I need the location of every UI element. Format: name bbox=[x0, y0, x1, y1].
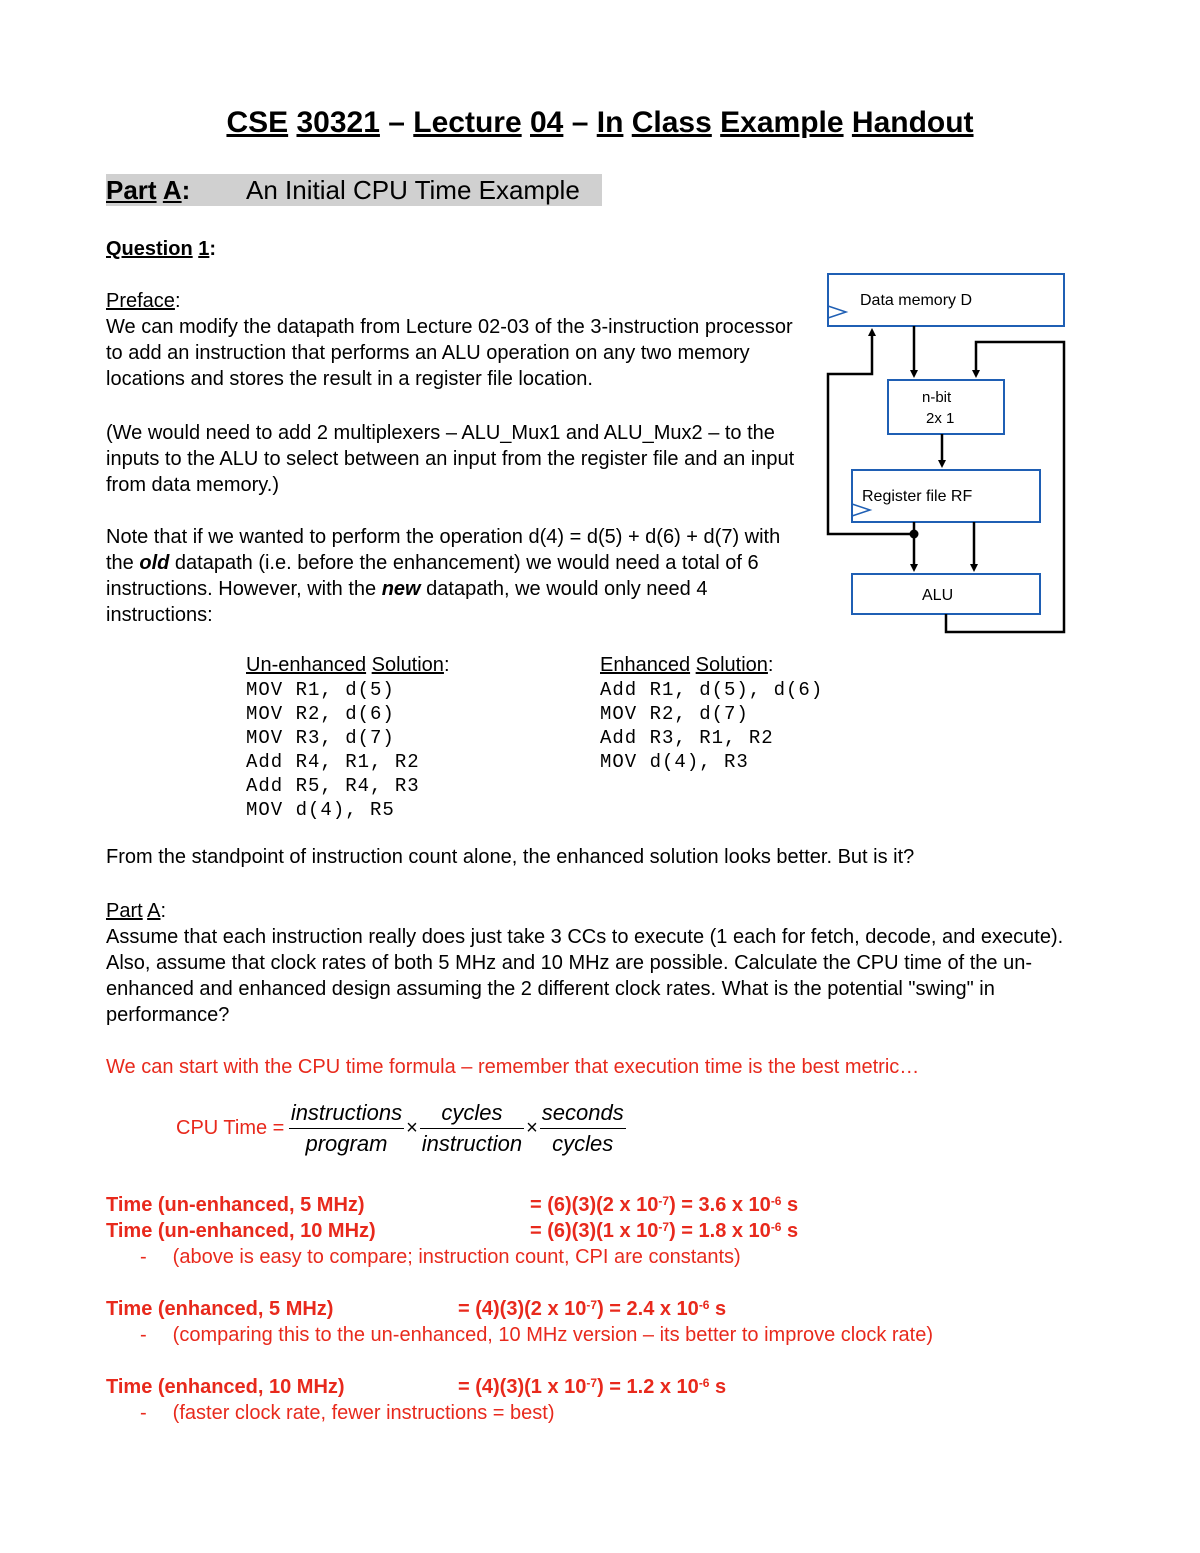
code-line: MOV R1, d(5) bbox=[246, 679, 395, 701]
page-title: CSE 30321 – Lecture 04 – In Class Example Handout bbox=[226, 106, 974, 139]
code-line: Add R3, R1, R2 bbox=[600, 727, 774, 749]
part-a-question-text: Assume that each instruction really does just take 3 CCs to execute (1 each for fetch, decode, and execute). Also, assume that clock rates of both 5 MHz and 10 MHz are possible. Calculate the CPU time of the un-enhanced and enhanced design assuming the 2 different clock rates. What is the potential "swing" in performance? bbox=[106, 926, 1064, 1026]
code-line: Add R4, R1, R2 bbox=[246, 751, 420, 773]
unenhanced-code bbox=[246, 678, 420, 822]
code-line: MOV d(4), R3 bbox=[600, 751, 749, 773]
fraction-seconds-per-cycle: $\frac{\text{seconds}}{\text{cycles}}$ bbox=[541, 1100, 624, 1156]
enhanced-code bbox=[600, 678, 823, 774]
result-label: Time (un-enhanced, 10 MHz) bbox=[106, 1220, 376, 1242]
code-line: MOV d(4), R5 bbox=[246, 799, 395, 821]
fraction-instructions-per-program: $\frac{\text{instructions}}{\text{program}}$ bbox=[290, 1100, 403, 1156]
enhanced-heading: Enhanced Solution: bbox=[600, 654, 774, 676]
result-label: Time (enhanced, 5 MHz) bbox=[106, 1298, 334, 1320]
preface-paragraph-3: Note that if we wanted to perform the operation d(4) = d(5) + d(6) + d(7) with the old datapath (i.e. before the enhancement) we would need a total of 6 instructions. However, with the new datapath, we would only need 4 instructions: bbox=[106, 526, 781, 626]
alu-label: ALU bbox=[922, 587, 954, 604]
result-label: Time (un-enhanced, 5 MHz) bbox=[106, 1194, 365, 1216]
note-bullet: - (comparing this to the un-enhanced, 10 MHz version – its better to improve clock rate) bbox=[140, 1324, 934, 1346]
code-line: Add R1, d(5), d(6) bbox=[600, 679, 824, 701]
code-line: MOV R2, d(6) bbox=[246, 703, 395, 725]
result-equation: = (4)(3)(1 x $10^{-7}) = 1.2$ x $10^{-6}$ s bbox=[458, 1376, 727, 1398]
section-header-title: An Initial CPU Time Example bbox=[246, 175, 580, 205]
preface-label: Preface: bbox=[106, 290, 181, 312]
data-memory-label: Data memory D bbox=[860, 292, 973, 309]
result-equation: = (4)(3)(2 x $10^{-7}) = 2.4$ x $10^{-6}$ s bbox=[458, 1298, 727, 1320]
mux-label-line-1: n-bit bbox=[922, 389, 952, 406]
unenhanced-heading: Un-enhanced Solution: bbox=[246, 654, 450, 676]
preface-paragraph-1: We can modify the datapath from Lecture 02-03 of the 3-instruction processor to add an instruction that performs an ALU operation on any two memory locations and stores the result in a register file location. bbox=[106, 316, 793, 390]
part-a-label: Part A: bbox=[106, 900, 167, 922]
answer-intro: We can start with the CPU time formula – remember that execution time is the best metric… bbox=[106, 1056, 920, 1078]
register-file-label: Register file RF bbox=[862, 488, 973, 505]
mux-label-line-2: 2x 1 bbox=[926, 410, 955, 427]
result-equation: = (6)(3)(1 x $10^{-7}) = 1.8$ x $10^{-6}$ s bbox=[530, 1220, 799, 1242]
code-line: Add R5, R4, R3 bbox=[246, 775, 420, 797]
datapath-diagram bbox=[818, 268, 1074, 640]
result-equation: = (6)(3)(2 x $10^{-7}) = 3.6$ x $10^{-6}$ s bbox=[530, 1194, 799, 1216]
junction-dot bbox=[910, 530, 919, 539]
result-label: Time (enhanced, 10 MHz) bbox=[106, 1376, 345, 1398]
preface-paragraph-2: (We would need to add 2 multiplexers – ALU_Mux1 and ALU_Mux2 – to the inputs to the ALU to select between an input from the register file and an input from data memory.) bbox=[106, 422, 795, 496]
note-bullet: - (above is easy to compare; instruction count, CPI are constants) bbox=[140, 1246, 741, 1268]
standpoint-text: From the standpoint of instruction count alone, the enhanced solution looks better. But is it? bbox=[106, 846, 915, 868]
cpu-time-formula: CPU Time = $\frac{\text{instructions}}{\text{program}}$ × $\frac{\text{cycles}}{\text{instruction}}$ × $\frac{\text{seconds}}{\text{cycles}}$ bbox=[176, 1098, 626, 1159]
fraction-cycles-per-instruction: $\frac{\text{cycles}}{\text{instruction}}$ bbox=[421, 1100, 523, 1156]
code-line: MOV R2, d(7) bbox=[600, 703, 749, 725]
section-header-label: Part A: bbox=[106, 175, 191, 205]
formula-lhs: CPU Time = bbox=[176, 1117, 285, 1139]
note-bullet: - (faster clock rate, fewer instructions = best) bbox=[140, 1402, 555, 1424]
code-line: MOV R3, d(7) bbox=[246, 727, 395, 749]
question-label: Question 1: bbox=[106, 238, 217, 260]
